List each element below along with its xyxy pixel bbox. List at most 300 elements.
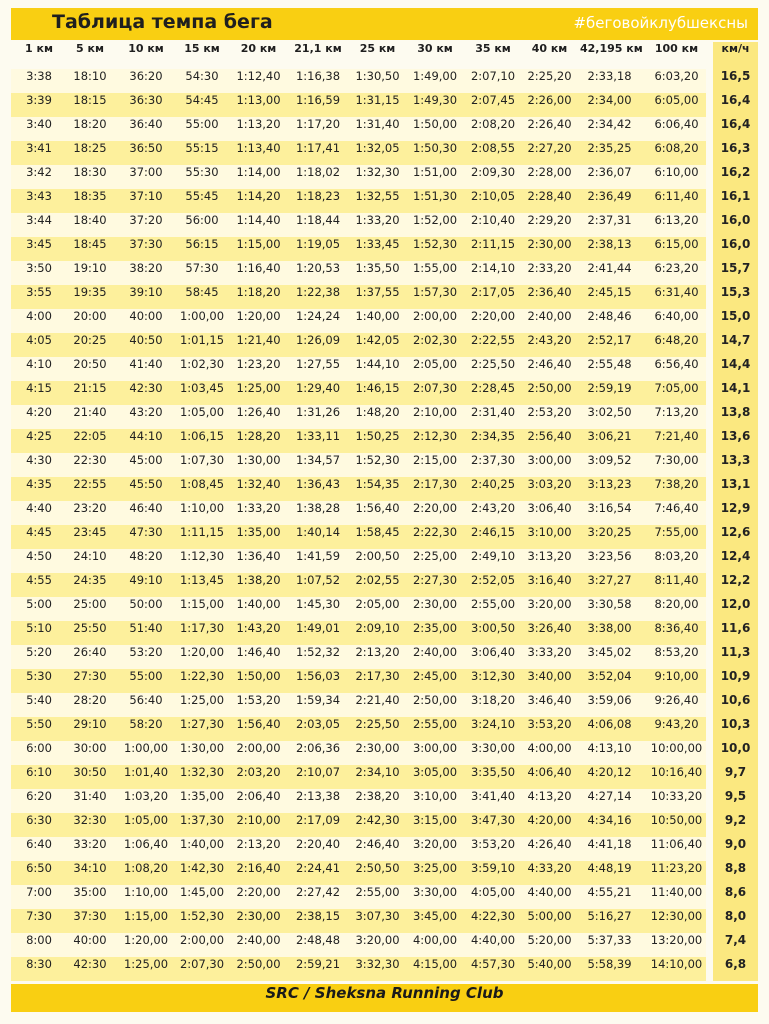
pace-cell: 4:22,30: [470, 909, 516, 923]
pace-cell: 2:50,50: [355, 861, 400, 875]
pace-cell: 10:16,40: [650, 765, 703, 779]
speed-cell: 10,9: [720, 669, 751, 683]
table-row: [11, 837, 758, 861]
pace-cell: 6:13,20: [654, 213, 699, 227]
table-row: [11, 477, 758, 501]
pace-cell: 2:09,30: [470, 165, 516, 179]
pace-cell: 2:40,00: [527, 309, 572, 323]
table-row: [11, 333, 758, 357]
pace-cell: 1:28,20: [236, 429, 281, 443]
pace-cell: 1:59,34: [295, 693, 341, 707]
pace-cell: 54:30: [185, 69, 219, 83]
page-title: Таблица темпа бега: [52, 11, 273, 33]
pace-cell: 1:36,43: [295, 477, 341, 491]
pace-cell: 1:06,40: [123, 837, 169, 851]
pace-cell: 2:24,41: [295, 861, 341, 875]
pace-cell: 1:35,00: [236, 525, 281, 539]
pace-cell: 4:55,21: [587, 885, 632, 899]
pace-cell: 2:13,38: [295, 789, 341, 803]
pace-cell: 41:40: [129, 357, 163, 371]
pace-cell: 1:07,52: [295, 573, 341, 587]
pace-cell: 9:43,20: [654, 717, 699, 731]
pace-cell: 22:55: [73, 477, 107, 491]
pace-cell: 3:26,40: [527, 621, 572, 635]
pace-cell: 18:40: [73, 213, 107, 227]
speed-cell: 10,6: [720, 693, 751, 707]
pace-cell: 1:54,35: [355, 477, 400, 491]
pace-cell: 2:14,10: [470, 261, 516, 275]
pace-cell: 6:15,00: [654, 237, 699, 251]
pace-cell: 5:00: [26, 597, 52, 611]
pace-cell: 4:50: [26, 549, 52, 563]
pace-cell: 1:05,00: [123, 813, 169, 827]
pace-cell: 2:09,10: [355, 621, 400, 635]
pace-cell: 18:25: [73, 141, 107, 155]
pace-cell: 4:48,19: [587, 861, 632, 875]
pace-cell: 3:52,04: [587, 669, 632, 683]
table-row: [11, 405, 758, 429]
pace-cell: 1:22,38: [295, 285, 341, 299]
pace-cell: 2:28,00: [527, 165, 572, 179]
pace-cell: 6:30: [26, 813, 52, 827]
pace-cell: 3:02,50: [587, 405, 632, 419]
pace-cell: 1:17,30: [179, 621, 225, 635]
pace-cell: 2:21,40: [355, 693, 400, 707]
pace-cell: 1:38,20: [236, 573, 281, 587]
pace-cell: 1:41,59: [295, 549, 341, 563]
pace-cell: 47:30: [129, 525, 163, 539]
pace-cell: 2:37,31: [587, 213, 632, 227]
pace-cell: 1:10,00: [179, 501, 225, 515]
table-row: [11, 885, 758, 909]
column-header: 5 км: [76, 42, 104, 55]
pace-cell: 3:59,06: [587, 693, 632, 707]
pace-cell: 1:21,40: [236, 333, 281, 347]
pace-cell: 1:20,00: [123, 933, 169, 947]
pace-cell: 1:33,45: [355, 237, 400, 251]
pace-cell: 1:30,50: [355, 69, 400, 83]
pace-cell: 1:56,40: [355, 501, 400, 515]
pace-cell: 3:30,58: [587, 597, 632, 611]
speed-cell: 8,6: [724, 885, 747, 899]
pace-cell: 55:30: [185, 165, 219, 179]
pace-cell: 3:06,40: [470, 645, 516, 659]
pace-cell: 12:30,00: [650, 909, 703, 923]
pace-cell: 43:20: [129, 405, 163, 419]
pace-cell: 1:29,40: [295, 381, 341, 395]
pace-cell: 2:28,40: [527, 189, 572, 203]
pace-cell: 1:34,57: [295, 453, 341, 467]
pace-cell: 4:20: [26, 405, 52, 419]
pace-cell: 55:00: [185, 117, 219, 131]
pace-cell: 4:15: [26, 381, 52, 395]
pace-cell: 2:30,00: [236, 909, 281, 923]
table-row: [11, 117, 758, 141]
pace-cell: 3:16,40: [527, 573, 572, 587]
pace-cell: 36:40: [129, 117, 163, 131]
table-row: [11, 861, 758, 885]
pace-cell: 37:10: [129, 189, 163, 203]
pace-cell: 2:27,30: [412, 573, 458, 587]
pace-cell: 1:49,00: [412, 69, 458, 83]
pace-cell: 2:56,40: [527, 429, 572, 443]
speed-cell: 8,0: [724, 909, 747, 923]
column-header: 30 км: [417, 42, 453, 55]
speed-cell: 8,8: [724, 861, 747, 875]
speed-cell: 13,6: [720, 429, 751, 443]
pace-cell: 3:45,00: [412, 909, 458, 923]
pace-cell: 6:06,40: [654, 117, 699, 131]
pace-cell: 4:00: [26, 309, 52, 323]
pace-cell: 3:24,10: [470, 717, 516, 731]
pace-cell: 1:20,53: [295, 261, 341, 275]
pace-cell: 5:20,00: [527, 933, 572, 947]
pace-cell: 2:08,55: [470, 141, 516, 155]
pace-cell: 6:48,20: [654, 333, 699, 347]
pace-cell: 7:30,00: [654, 453, 699, 467]
speed-cell: 12,4: [720, 549, 751, 563]
table-row: [11, 813, 758, 837]
pace-cell: 1:40,00: [355, 309, 400, 323]
pace-cell: 2:45,00: [412, 669, 458, 683]
pace-cell: 2:10,00: [236, 813, 281, 827]
pace-cell: 2:27,42: [295, 885, 341, 899]
pace-cell: 1:26,40: [236, 405, 281, 419]
pace-cell: 4:20,12: [587, 765, 632, 779]
pace-cell: 2:59,19: [587, 381, 632, 395]
pace-cell: 2:42,30: [355, 813, 400, 827]
pace-cell: 1:42,05: [355, 333, 400, 347]
speed-cell: 14,4: [720, 357, 751, 371]
pace-cell: 3:53,20: [470, 837, 516, 851]
pace-cell: 1:33,11: [295, 429, 341, 443]
pace-cell: 2:07,30: [179, 957, 225, 971]
pace-cell: 1:35,50: [355, 261, 400, 275]
pace-cell: 4:41,18: [587, 837, 632, 851]
pace-cell: 3:55: [26, 285, 52, 299]
pace-cell: 2:10,07: [295, 765, 341, 779]
pace-cell: 2:34,10: [355, 765, 400, 779]
pace-cell: 2:30,00: [355, 741, 400, 755]
pace-cell: 8:20,00: [654, 597, 699, 611]
pace-cell: 2:08,20: [470, 117, 516, 131]
pace-cell: 1:13,40: [236, 141, 281, 155]
pace-cell: 1:32,40: [236, 477, 281, 491]
pace-cell: 1:03,45: [179, 381, 225, 395]
pace-cell: 5:40: [26, 693, 52, 707]
pace-cell: 1:38,28: [295, 501, 341, 515]
pace-cell: 1:35,00: [179, 789, 225, 803]
pace-cell: 25:50: [73, 621, 107, 635]
table-row: [11, 141, 758, 165]
pace-cell: 3:20,00: [355, 933, 400, 947]
pace-cell: 5:50: [26, 717, 52, 731]
pace-cell: 25:00: [73, 597, 107, 611]
pace-cell: 3:13,23: [587, 477, 632, 491]
pace-cell: 2:46,15: [470, 525, 516, 539]
pace-cell: 1:31,40: [355, 117, 400, 131]
pace-cell: 5:16,27: [587, 909, 632, 923]
pace-cell: 1:48,20: [355, 405, 400, 419]
pace-cell: 2:36,07: [587, 165, 632, 179]
pace-cell: 1:06,15: [179, 429, 225, 443]
pace-cell: 1:58,45: [355, 525, 400, 539]
pace-cell: 2:30,00: [412, 597, 458, 611]
pace-cell: 1:16,40: [236, 261, 281, 275]
pace-cell: 18:20: [73, 117, 107, 131]
pace-cell: 1:24,24: [295, 309, 341, 323]
pace-cell: 2:20,00: [412, 501, 458, 515]
pace-cell: 2:36,49: [587, 189, 632, 203]
pace-cell: 3:43: [26, 189, 52, 203]
pace-cell: 4:05,00: [470, 885, 516, 899]
pace-cell: 1:49,01: [295, 621, 341, 635]
pace-cell: 2:40,25: [470, 477, 516, 491]
pace-cell: 1:33,20: [355, 213, 400, 227]
pace-cell: 1:46,40: [236, 645, 281, 659]
speed-cell: 16,2: [720, 165, 751, 179]
pace-cell: 18:35: [73, 189, 107, 203]
pace-cell: 3:30,00: [470, 741, 516, 755]
column-header-row: [11, 42, 758, 69]
pace-cell: 2:50,00: [527, 381, 572, 395]
speed-cell: 16,4: [720, 117, 751, 131]
pace-cell: 8:11,40: [654, 573, 699, 587]
speed-cell: 6,8: [724, 957, 747, 971]
pace-cell: 13:20,00: [650, 933, 703, 947]
pace-cell: 19:35: [73, 285, 107, 299]
pace-cell: 3:50: [26, 261, 52, 275]
column-header: 25 км: [359, 42, 396, 55]
speed-cell: 13,3: [720, 453, 751, 467]
pace-cell: 7:21,40: [654, 429, 699, 443]
table-row: [11, 165, 758, 189]
pace-cell: 2:30,00: [527, 237, 572, 251]
pace-cell: 34:10: [73, 861, 107, 875]
pace-cell: 2:03,20: [236, 765, 281, 779]
pace-cell: 8:36,40: [654, 621, 699, 635]
table-row: [11, 669, 758, 693]
pace-cell: 6:10,00: [654, 165, 699, 179]
pace-cell: 1:52,30: [412, 237, 458, 251]
pace-cell: 6:08,20: [654, 141, 699, 155]
pace-cell: 35:00: [73, 885, 107, 899]
table-row: [11, 381, 758, 405]
pace-cell: 3:53,20: [527, 717, 572, 731]
pace-cell: 1:55,00: [412, 261, 458, 275]
pace-cell: 2:52,05: [470, 573, 516, 587]
pace-cell: 2:10,40: [470, 213, 516, 227]
pace-cell: 5:20: [26, 645, 52, 659]
table-row: [11, 93, 758, 117]
pace-cell: 55:15: [185, 141, 219, 155]
table-row: [11, 621, 758, 645]
pace-cell: 1:43,20: [236, 621, 281, 635]
pace-table-body: [11, 69, 758, 981]
pace-cell: 1:27,55: [295, 357, 341, 371]
pace-cell: 1:11,15: [179, 525, 225, 539]
column-header: 1 км: [25, 42, 53, 55]
pace-cell: 4:34,16: [587, 813, 632, 827]
pace-cell: 6:11,40: [654, 189, 699, 203]
table-row: [11, 741, 758, 765]
pace-cell: 21:40: [73, 405, 107, 419]
pace-cell: 2:05,00: [412, 357, 458, 371]
pace-cell: 39:10: [129, 285, 163, 299]
pace-cell: 2:55,00: [412, 717, 458, 731]
pace-cell: 1:14,40: [236, 213, 281, 227]
pace-cell: 1:22,30: [179, 669, 225, 683]
pace-cell: 3:45: [26, 237, 52, 251]
pace-cell: 1:40,00: [179, 837, 225, 851]
pace-cell: 36:20: [129, 69, 163, 83]
speed-cell: 11,3: [720, 645, 751, 659]
pace-cell: 3:38,00: [587, 621, 632, 635]
pace-cell: 3:41,40: [470, 789, 516, 803]
pace-cell: 6:05,00: [654, 93, 699, 107]
pace-cell: 40:00: [73, 933, 107, 947]
pace-cell: 1:17,41: [295, 141, 341, 155]
pace-cell: 1:01,15: [179, 333, 225, 347]
pace-cell: 10:00,00: [650, 741, 703, 755]
pace-cell: 7:38,20: [654, 477, 699, 491]
pace-cell: 1:01,40: [123, 765, 169, 779]
pace-cell: 3:46,40: [527, 693, 572, 707]
pace-cell: 1:33,20: [236, 501, 281, 515]
pace-cell: 2:34,00: [587, 93, 632, 107]
pace-cell: 38:20: [129, 261, 163, 275]
pace-cell: 1:18,02: [295, 165, 341, 179]
pace-cell: 30:00: [73, 741, 107, 755]
pace-cell: 1:30,00: [179, 741, 225, 755]
pace-cell: 4:13,10: [587, 741, 632, 755]
pace-cell: 7:46,40: [654, 501, 699, 515]
pace-cell: 1:08,20: [123, 861, 169, 875]
speed-cell: 15,0: [720, 309, 751, 323]
pace-cell: 2:34,42: [587, 117, 632, 131]
pace-cell: 3:15,00: [412, 813, 458, 827]
pace-cell: 1:56,03: [295, 669, 341, 683]
table-row: [11, 501, 758, 525]
pace-cell: 2:31,40: [470, 405, 516, 419]
pace-cell: 1:18,20: [236, 285, 281, 299]
pace-cell: 2:52,17: [587, 333, 632, 347]
pace-cell: 29:10: [73, 717, 107, 731]
pace-cell: 3:40: [26, 117, 52, 131]
pace-cell: 6:40,00: [654, 309, 699, 323]
column-header: 42,195 км: [580, 42, 643, 55]
pace-cell: 2:41,44: [587, 261, 632, 275]
pace-cell: 3:35,50: [470, 765, 516, 779]
pace-cell: 3:00,00: [412, 741, 458, 755]
speed-cell: 16,3: [720, 141, 751, 155]
pace-cell: 4:25: [26, 429, 52, 443]
pace-cell: 1:25,00: [236, 381, 281, 395]
speed-cell: 16,1: [720, 189, 751, 203]
pace-cell: 6:23,20: [654, 261, 699, 275]
pace-cell: 2:25,50: [355, 717, 400, 731]
pace-cell: 2:38,20: [355, 789, 400, 803]
speed-cell: 16,4: [720, 93, 751, 107]
pace-cell: 14:10,00: [650, 957, 703, 971]
pace-cell: 2:06,40: [236, 789, 281, 803]
pace-cell: 4:45: [26, 525, 52, 539]
pace-cell: 21:15: [73, 381, 107, 395]
pace-cell: 4:05: [26, 333, 52, 347]
speed-cell: 12,6: [720, 525, 751, 539]
pace-cell: 3:00,50: [470, 621, 516, 635]
pace-cell: 2:53,20: [527, 405, 572, 419]
pace-cell: 48:20: [129, 549, 163, 563]
pace-cell: 2:40,00: [236, 933, 281, 947]
pace-cell: 3:44: [26, 213, 52, 227]
pace-cell: 2:50,00: [412, 693, 458, 707]
pace-cell: 22:30: [73, 453, 107, 467]
column-header: 20 км: [240, 42, 277, 55]
pace-cell: 1:40,00: [236, 597, 281, 611]
pace-cell: 3:06,21: [587, 429, 632, 443]
pace-cell: 4:57,30: [470, 957, 516, 971]
pace-cell: 58:45: [185, 285, 219, 299]
pace-cell: 1:46,15: [355, 381, 400, 395]
pace-cell: 3:10,00: [527, 525, 572, 539]
pace-cell: 5:00,00: [527, 909, 572, 923]
pace-cell: 1:37,30: [179, 813, 225, 827]
table-row: [11, 189, 758, 213]
pace-cell: 44:10: [129, 429, 163, 443]
pace-cell: 2:59,21: [295, 957, 341, 971]
pace-cell: 2:26,00: [527, 93, 572, 107]
table-row: [11, 237, 758, 261]
pace-cell: 2:12,30: [412, 429, 458, 443]
pace-cell: 4:20,00: [527, 813, 572, 827]
speed-cell: 16,0: [720, 213, 751, 227]
pace-cell: 20:50: [73, 357, 107, 371]
pace-cell: 9:26,40: [654, 693, 699, 707]
pace-cell: 1:50,25: [355, 429, 400, 443]
pace-cell: 18:10: [73, 69, 107, 83]
pace-cell: 11:23,20: [650, 861, 703, 875]
pace-cell: 1:23,20: [236, 357, 281, 371]
pace-cell: 3:59,10: [470, 861, 516, 875]
pace-cell: 1:14,00: [236, 165, 281, 179]
column-header: км/ч: [713, 42, 758, 69]
pace-cell: 20:25: [73, 333, 107, 347]
pace-cell: 2:33,20: [527, 261, 572, 275]
pace-cell: 49:10: [129, 573, 163, 587]
pace-cell: 45:50: [129, 477, 163, 491]
pace-cell: 1:14,20: [236, 189, 281, 203]
speed-cell: 11,6: [720, 621, 751, 635]
pace-cell: 3:38: [26, 69, 52, 83]
table-row: [11, 597, 758, 621]
pace-cell: 1:52,32: [295, 645, 341, 659]
pace-cell: 1:31,15: [355, 93, 400, 107]
table-row: [11, 573, 758, 597]
pace-cell: 1:26,09: [295, 333, 341, 347]
pace-cell: 1:50,30: [412, 141, 458, 155]
pace-cell: 4:00,00: [412, 933, 458, 947]
pace-cell: 2:00,50: [355, 549, 400, 563]
pace-cell: 4:55: [26, 573, 52, 587]
pace-cell: 3:23,56: [587, 549, 632, 563]
pace-cell: 3:00,00: [527, 453, 572, 467]
pace-cell: 1:56,40: [236, 717, 281, 731]
pace-cell: 2:10,00: [412, 405, 458, 419]
pace-cell: 2:55,00: [470, 597, 516, 611]
pace-cell: 1:18,23: [295, 189, 341, 203]
pace-cell: 1:42,30: [179, 861, 225, 875]
